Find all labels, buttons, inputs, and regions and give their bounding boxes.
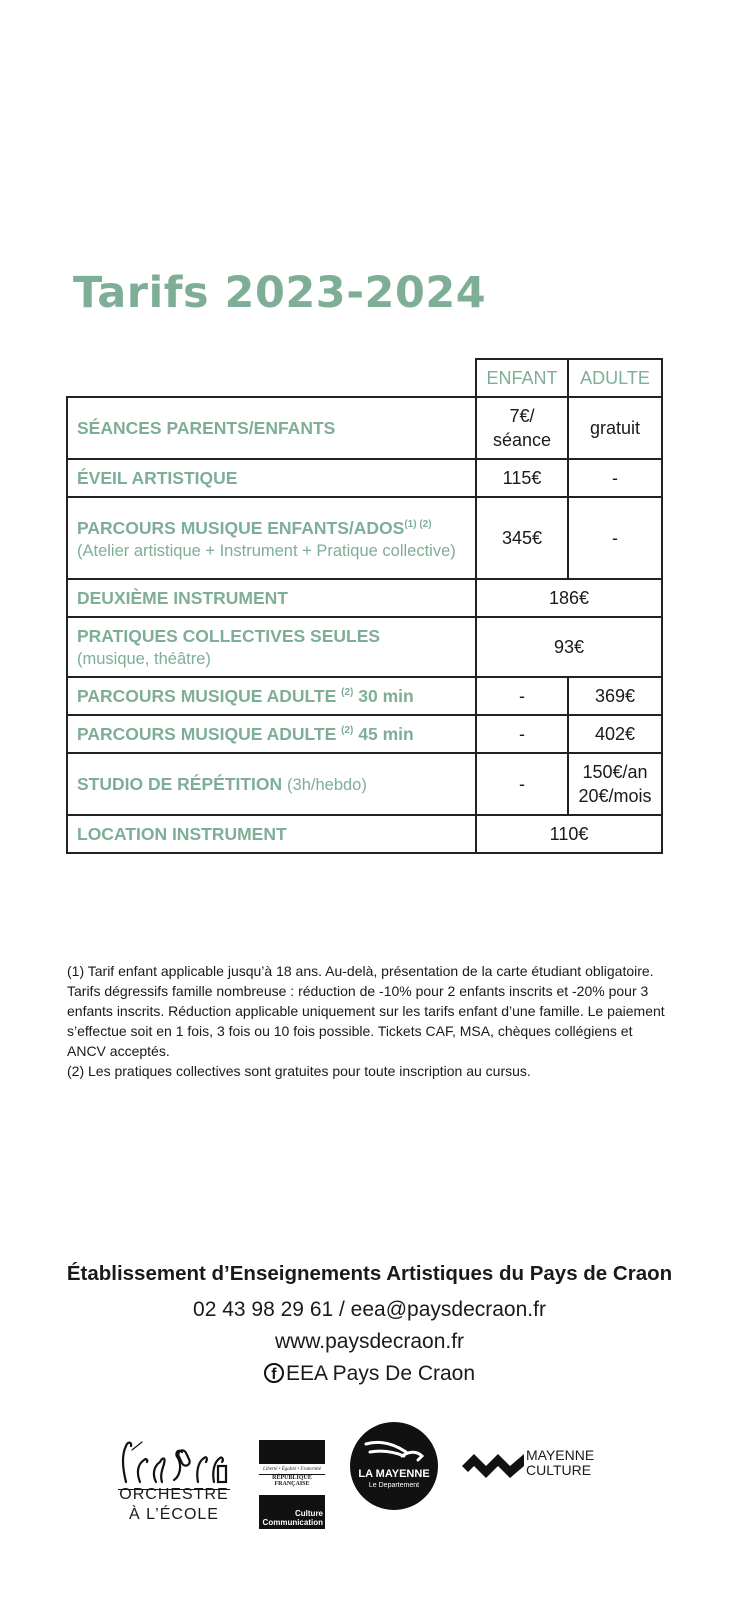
price-enfant: - [476,677,568,715]
price-adulte: - [568,497,662,579]
row-label-cell [67,715,476,753]
tarifs-table [66,358,663,854]
contact-footer [0,1262,739,1390]
footnote-2: (2) Les pratiques collectives sont gratuites pour toute inscription au cursus. [67,1063,531,1079]
la-mayenne-logo [350,1422,438,1510]
musicians-icon [118,1436,230,1484]
row-sublabel: (musique, théâtre) [77,649,211,668]
table-row [67,579,662,617]
price-both: 110€ [476,815,662,853]
row-label: PARCOURS MUSIQUE ADULTE [77,685,337,706]
row-label-cell [67,753,476,815]
row-label: STUDIO DE RÉPÉTITION [77,773,283,794]
row-sublabel: (3h/hebdo) [287,775,367,794]
price-adulte: gratuit [568,397,662,459]
footnote-ref: (2) [341,686,354,698]
contact-line: 02 43 98 29 61 / eea@paysdecraon.fr [193,1298,546,1321]
price-both: 93€ [476,617,662,677]
price-adulte [568,753,662,815]
header-adulte: ADULTE [568,359,662,397]
row-label-cell [67,617,476,677]
table-row [67,497,662,579]
page-title: Tarifs 2023-2024 [73,268,487,318]
row-suffix: 30 min [358,685,414,706]
row-label: PARCOURS MUSIQUE ADULTE [77,723,337,744]
price-enfant: - [476,715,568,753]
price-enfant: - [476,753,568,815]
row-label-cell [67,497,476,579]
orchestre-line1: ORCHESTRE [119,1486,229,1503]
row-sublabel: (Atelier artistique + Instrument + Pratique collective) [77,541,456,560]
row-label: DEUXIÈME INSTRUMENT [67,579,476,617]
footnote-ref: (2) [341,724,354,736]
price-adulte: 402€ [568,715,662,753]
row-label: ÉVEIL ARTISTIQUE [67,459,476,497]
ministere-line1: Culture [295,1509,323,1518]
orchestre-line2: À L’ÉCOLE [129,1506,219,1523]
culture-line1: MAYENNE [526,1447,595,1463]
table-row [67,753,662,815]
table-row [67,677,662,715]
row-label: SÉANCES PARENTS/ENFANTS [67,397,476,459]
header-enfant: ENFANT [476,359,568,397]
table-header-row [67,359,662,397]
culture-line2: CULTURE [526,1462,592,1478]
mayenne-culture-mark-icon [462,1448,524,1484]
marianne-icon [259,1440,325,1464]
price-both: 186€ [476,579,662,617]
rf-name: RÉPUBLIQUE FRANÇAISE [259,1474,325,1487]
table-row [67,715,662,753]
ministere-culture-block [259,1495,325,1529]
price-adulte: 369€ [568,677,662,715]
mayenne-sub: Le Departement [368,1482,420,1489]
row-label: PARCOURS MUSIQUE ENFANTS/ADOS [77,517,405,538]
ministere-line2: Communication [262,1518,323,1527]
mayenne-culture-logo [462,1448,602,1488]
partner-logos [0,1440,739,1530]
footnote-ref: (1) (2) [404,519,432,531]
price-adulte-yearly: 150€/an [582,762,648,782]
table-row [67,815,662,853]
culture-text [526,1448,594,1478]
facebook-icon: f [264,1363,284,1383]
price-adulte: - [568,459,662,497]
row-label: PRATIQUES COLLECTIVES SEULES [77,625,381,646]
rf-motto: Liberté • Égalité • Fraternité [263,1467,321,1472]
footnotes [67,961,667,1081]
republique-francaise-logo [259,1440,325,1532]
horse-icon [350,1422,438,1468]
row-suffix: 45 min [358,723,414,744]
price-enfant: 345€ [476,497,568,579]
facebook-link[interactable] [0,1358,739,1390]
price-adulte-monthly: 20€/mois [578,786,652,806]
mayenne-name: LA MAYENNE [358,1468,430,1480]
header-blank [67,359,476,397]
website-link[interactable]: www.paysdecraon.fr [274,1330,465,1353]
price-enfant: 7€/ séance [476,397,568,459]
facebook-label: EEA Pays De Craon [285,1362,476,1385]
organization-name: Établissement d’Enseignements Artistiques du Pays de Craon [66,1262,673,1285]
footnote-1: (1) Tarif enfant applicable jusqu’à 18 ans. Au-delà, présentation de la carte étudiant obligatoire. Tarifs dégressifs famille nombreuse : réduction de -10% pour 2 enfants inscrits et -20% pour 3 enfants inscrits. Réduction applicable uniquement sur les tarifs enfant d’une famille. Le paiement s’effectue soit en 1 fois, 3 fois ou 10 fois possible. Tickets CAF, MSA, chèques collégiens et ANCV acceptés. [67,963,665,1059]
table-row [67,617,662,677]
row-label: LOCATION INSTRUMENT [67,815,476,853]
orchestre-a-lecole-logo [118,1436,230,1528]
price-enfant: 115€ [476,459,568,497]
row-label-cell [67,677,476,715]
table-row [67,397,662,459]
table-row [67,459,662,497]
